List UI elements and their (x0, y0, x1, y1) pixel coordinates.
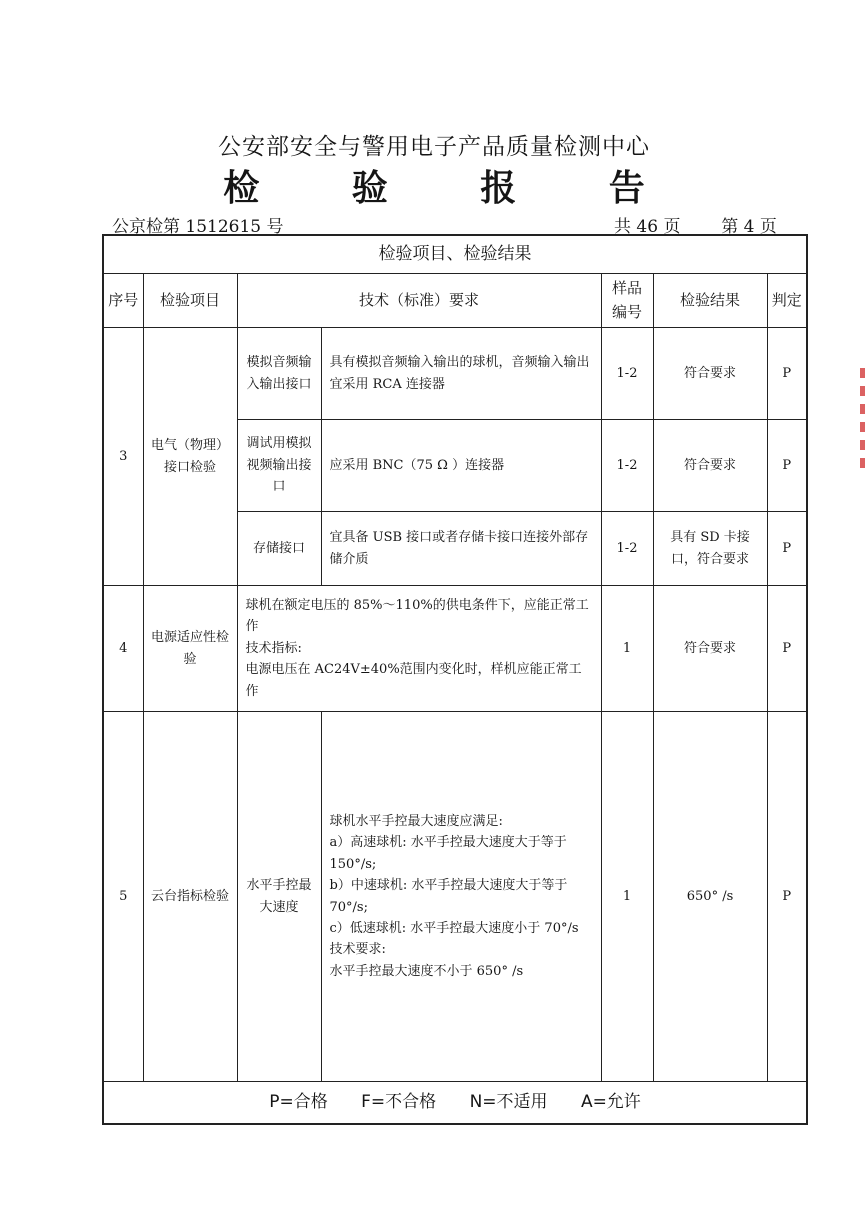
col-header-requirement: 技术（标准）要求 (237, 273, 601, 328)
row-requirement: 应采用 BNC（75 Ω ）连接器 (321, 420, 601, 512)
row-requirement: 宜具备 USB 接口或者存储卡接口连接外部存储介质 (321, 512, 601, 586)
requirement-line: b）中速球机: 水平手控最大速度大于等于 70°/s; (329, 878, 568, 915)
row-result: 具有 SD 卡接口，符合要求 (653, 512, 767, 586)
legend-item: P=合格 (269, 1092, 328, 1113)
row-sample: 1-2 (601, 420, 653, 512)
row-verdict: P (767, 512, 807, 586)
legend-item: N=不适用 (469, 1092, 548, 1113)
col-header-result: 检验结果 (653, 273, 767, 328)
table-row (103, 712, 807, 1082)
verdict-legend (103, 1082, 807, 1124)
row-result: 650° /s (653, 712, 767, 1082)
table-caption: 检验项目、检验结果 (103, 235, 807, 273)
row-subitem: 调试用模拟视频输出接口 (237, 420, 321, 512)
legend-item: A=允许 (580, 1092, 641, 1113)
legend-row (103, 1082, 807, 1124)
row-result: 符合要求 (653, 586, 767, 712)
row-result: 符合要求 (653, 328, 767, 420)
row-sample: 1-2 (601, 328, 653, 420)
col-header-verdict: 判定 (767, 273, 807, 328)
row-item: 电源适应性检验 (143, 586, 237, 712)
row-requirement (237, 586, 601, 712)
row-subitem: 水平手控最大速度 (237, 712, 321, 1082)
current-page: 第 4 页 (721, 217, 777, 237)
table-row (103, 328, 807, 420)
legend-item: F=不合格 (361, 1092, 437, 1113)
seal-stamp-edge (860, 368, 865, 468)
row-subitem: 模拟音频输入输出接口 (237, 328, 321, 420)
row-item: 云台指标检验 (143, 712, 237, 1082)
col-header-item: 检验项目 (143, 273, 237, 328)
row-sample: 1 (601, 586, 653, 712)
report-title: 检 验 报 告 (223, 167, 685, 209)
table-header-row (103, 273, 807, 328)
total-pages: 共 46 页 (614, 217, 681, 237)
row-verdict: P (767, 328, 807, 420)
col-header-seq: 序号 (103, 273, 143, 328)
row-verdict: P (767, 712, 807, 1082)
row-requirement: 具有模拟音频输入输出的球机，音频输入输出宜采用 RCA 连接器 (321, 328, 601, 420)
row-subitem: 存储接口 (237, 512, 321, 586)
row-seq: 3 (103, 328, 143, 586)
requirement-line: 技术要求: (329, 942, 386, 958)
row-sample: 1 (601, 712, 653, 1082)
row-item: 电气（物理）接口检验 (143, 328, 237, 586)
requirement-line: a）高速球机: 水平手控最大速度大于等于 150°/s; (329, 835, 567, 872)
row-seq: 5 (103, 712, 143, 1082)
inspection-results-table (102, 234, 808, 1125)
report-number: 公京检第 1512615 号 (112, 217, 284, 237)
row-result: 符合要求 (653, 420, 767, 512)
row-sample: 1-2 (601, 512, 653, 586)
row-verdict: P (767, 420, 807, 512)
requirement-line: 电源电压在 AC24V±40%范围内变化时，样机应能正常工作 (245, 662, 582, 699)
row-verdict: P (767, 586, 807, 712)
row-requirement (321, 712, 601, 1082)
requirement-line: 技术指标: (245, 640, 302, 656)
requirement-line: 球机水平手控最大速度应满足: (329, 813, 503, 829)
organization-name: 公安部安全与警用电子产品质量检测中心 (218, 134, 650, 160)
col-header-sample: 样品编号 (601, 273, 653, 328)
requirement-line: 水平手控最大速度不小于 650° /s (329, 963, 524, 979)
table-row (103, 586, 807, 712)
requirement-line: c）低速球机: 水平手控最大速度小于 70°/s (329, 920, 579, 936)
requirement-line: 球机在额定电压的 85%～110%的供电条件下，应能正常工作 (245, 597, 589, 635)
row-seq: 4 (103, 586, 143, 712)
